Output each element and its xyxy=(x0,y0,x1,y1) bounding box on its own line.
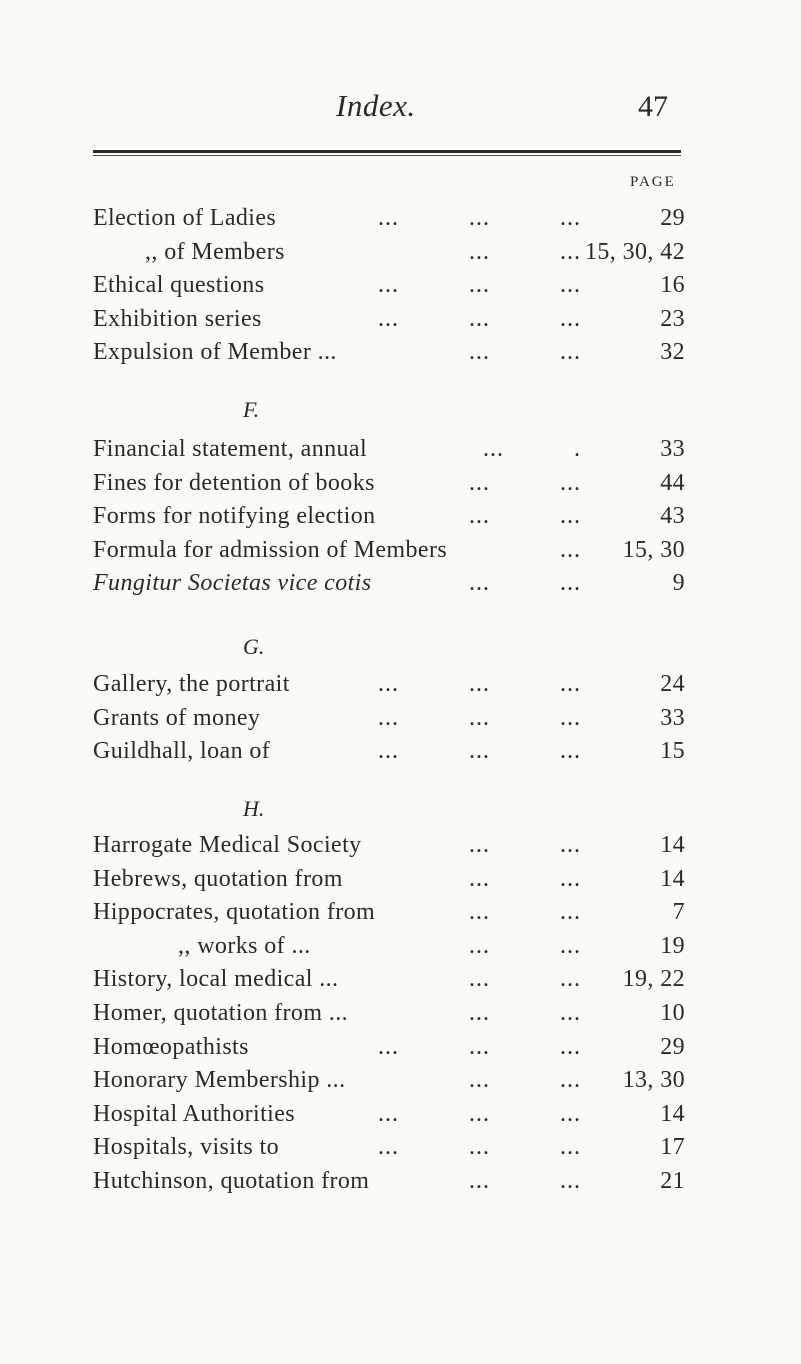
page-header xyxy=(0,88,801,148)
dot-leader: ... ... xyxy=(469,339,581,366)
dot-leader: ... ... xyxy=(469,469,581,496)
dot-leader: ... ... ... xyxy=(378,1100,581,1127)
index-term: Guildhall, loan of xyxy=(93,738,271,765)
index-term: History, local medical ... xyxy=(93,966,339,993)
section-letter-heading: G. xyxy=(243,634,265,659)
index-term: Gallery, the portrait xyxy=(93,671,290,697)
index-term: Exhibition series xyxy=(93,305,262,332)
dot-leader: ... ... xyxy=(469,1168,581,1194)
page-column-heading: PAGE xyxy=(630,174,676,190)
page-title: Index. xyxy=(336,88,416,123)
dot-leader: ... ... ... xyxy=(378,305,581,332)
index-term: Grants of money xyxy=(93,704,261,731)
page-reference: 21 xyxy=(660,1168,685,1194)
index-term: ,, works of ... xyxy=(178,932,311,959)
dot-leader: ... ... ... xyxy=(378,671,581,697)
dot-leader: ... ... ... xyxy=(378,272,581,299)
index-entry xyxy=(0,866,801,896)
dot-leader: ... ... xyxy=(469,932,581,959)
index-entry xyxy=(0,933,801,963)
dot-leader: ... ... xyxy=(469,966,581,993)
section-letter-heading: H. xyxy=(243,796,265,821)
dot-leader: ... . xyxy=(483,436,581,462)
index-term: Hutchinson, quotation from xyxy=(93,1168,370,1194)
index-entry xyxy=(0,705,801,735)
header-rule xyxy=(93,150,681,153)
page-reference: 29 xyxy=(660,1033,685,1060)
index-term: Forms for notifying election xyxy=(93,503,376,530)
index-term: Hippocrates, quotation from xyxy=(93,899,376,926)
page-reference: 32 xyxy=(660,339,685,366)
dot-leader: ... ... ... xyxy=(378,704,581,731)
index-entry xyxy=(0,966,801,996)
index-term: Formula for admission of Members xyxy=(93,536,448,563)
page-reference: 15 xyxy=(660,738,685,765)
index-term: Fines for detention of books xyxy=(93,469,375,496)
index-entry xyxy=(0,339,801,369)
index-entry xyxy=(0,1034,801,1064)
page-reference: 17 xyxy=(660,1134,685,1161)
index-entry xyxy=(0,239,801,269)
page-reference: 15, 30 xyxy=(622,536,685,563)
index-term: Homer, quotation from ... xyxy=(93,1000,348,1026)
index-entry xyxy=(0,306,801,336)
header-rule-thin xyxy=(93,155,681,156)
index-term: Election of Ladies xyxy=(93,205,277,231)
page-reference: 13, 30 xyxy=(622,1067,685,1094)
index-entry xyxy=(0,1067,801,1097)
index-entry xyxy=(0,272,801,302)
page-reference: 10 xyxy=(660,1000,685,1026)
index-term: Harrogate Medical Society xyxy=(93,832,362,858)
index-term: Expulsion of Member ... xyxy=(93,339,337,366)
page-reference: 44 xyxy=(660,469,685,496)
index-term: Fungitur Societas vice cotis xyxy=(93,570,372,597)
index-term: Financial statement, annual xyxy=(93,436,368,462)
page-reference: 33 xyxy=(660,704,685,731)
index-entry xyxy=(0,1101,801,1131)
dot-leader: ... ... xyxy=(469,1000,581,1026)
dot-leader: ... ... xyxy=(469,238,581,265)
dot-leader: ... ... xyxy=(469,570,581,597)
index-entry xyxy=(0,205,801,235)
page-reference: 14 xyxy=(660,1100,685,1127)
dot-leader: ... ... ... xyxy=(378,205,581,231)
dot-leader: ... ... ... xyxy=(378,1134,581,1161)
index-entry xyxy=(0,1134,801,1164)
dot-leader: ... ... xyxy=(469,1067,581,1094)
page-reference: 15, 30, 42 xyxy=(585,238,685,265)
index-entry xyxy=(0,899,801,929)
index-term: Hospital Authorities xyxy=(93,1100,295,1127)
dot-leader: ... ... ... xyxy=(378,738,581,765)
page-reference: 7 xyxy=(672,899,685,926)
dot-leader: ... ... ... xyxy=(378,1033,581,1060)
page-reference: 23 xyxy=(660,305,685,332)
page-reference: 9 xyxy=(672,570,685,597)
page-reference: 19, 22 xyxy=(622,966,685,993)
index-entry xyxy=(0,537,801,567)
index-term: ,, of Members xyxy=(145,238,285,265)
index-entry xyxy=(0,436,801,466)
index-entry xyxy=(0,1000,801,1030)
index-term: Ethical questions xyxy=(93,272,265,299)
index-entry xyxy=(0,738,801,768)
dot-leader: ... ... xyxy=(469,899,581,926)
dot-leader: ... ... xyxy=(469,865,581,892)
index-entry xyxy=(0,503,801,533)
section-letter-heading: F. xyxy=(243,397,260,422)
index-term: Homœopathists xyxy=(93,1033,249,1060)
dot-leader: ... xyxy=(560,536,581,563)
index-term: Hospitals, visits to xyxy=(93,1134,280,1161)
page-reference: 43 xyxy=(660,503,685,530)
page-reference: 29 xyxy=(660,205,685,231)
index-term: Honorary Membership ... xyxy=(93,1067,346,1094)
index-entry xyxy=(0,832,801,862)
page-reference: 19 xyxy=(660,932,685,959)
index-entry xyxy=(0,671,801,701)
page-reference: 33 xyxy=(660,436,685,462)
page-number: 47 xyxy=(638,90,668,123)
page-reference: 14 xyxy=(660,832,685,858)
dot-leader: ... ... xyxy=(469,503,581,530)
index-term: Hebrews, quotation from xyxy=(93,865,343,892)
page-reference: 16 xyxy=(660,272,685,299)
dot-leader: ... ... xyxy=(469,832,581,858)
index-entry xyxy=(0,470,801,500)
page-reference: 14 xyxy=(660,865,685,892)
index-entry xyxy=(0,570,801,600)
index-entry xyxy=(0,1168,801,1198)
page-reference: 24 xyxy=(660,671,685,697)
